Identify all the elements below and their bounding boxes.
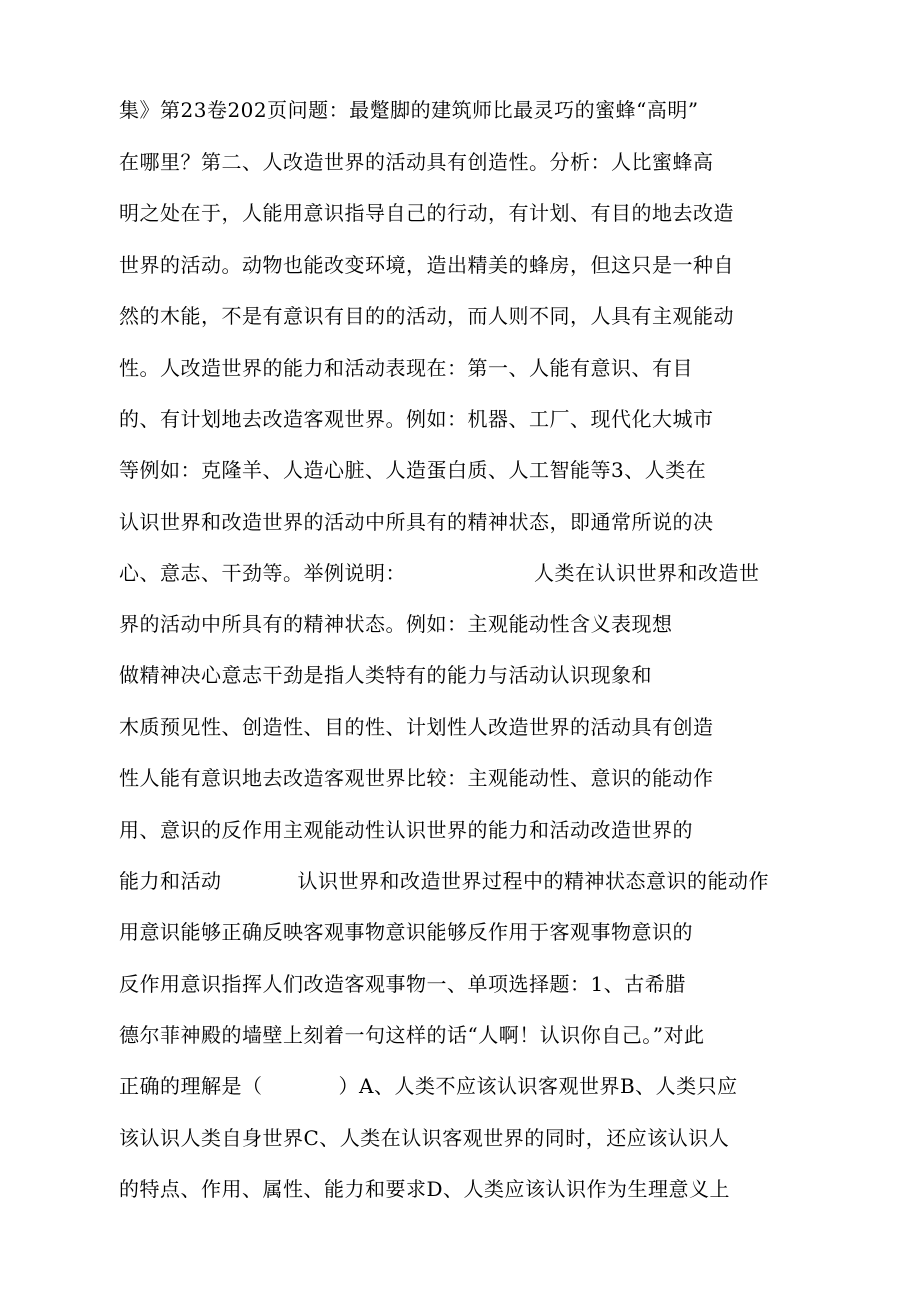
text-line <box>119 149 714 175</box>
text-segment: 集》第23卷202页问题：最蹩脚的建筑师比最灵巧的蜜蜂“高明” <box>119 98 699 122</box>
text-line <box>119 1125 729 1151</box>
text-segment: 用意识能够正确反映客观事物意识能够反作用于客观事物意识的 <box>119 920 693 944</box>
text-segment: 然的木能，不是有意识有目的的活动，而人则不同，人具有主观能动 <box>119 304 734 328</box>
text-segment: 木质预见性、创造性、目的性、计划性人改造世界的活动具有创造 <box>119 715 714 739</box>
text-segment: ）A、人类不应该认识客观世界B、人类只应 <box>338 1074 738 1098</box>
text-line <box>119 971 686 997</box>
text-line <box>119 97 699 123</box>
text-segment: 认识世界和改造世界的活动中所具有的精神状态，即通常所说的决 <box>119 510 714 534</box>
text-line <box>119 611 673 637</box>
text-segment: 能力和活动 <box>119 869 222 893</box>
text-line <box>119 355 693 381</box>
text-segment: 的特点、作用、属性、能力和要求D、人类应该认识作为生理意义上 <box>119 1177 731 1201</box>
text-segment: 人类在认识世界和改造世 <box>534 561 760 585</box>
text-line <box>119 509 714 535</box>
text-segment: 做精神决心意志干劲是指人类特有的能力与活动认识现象和 <box>119 663 652 687</box>
text-line <box>119 560 760 586</box>
text-line <box>119 200 734 226</box>
text-line <box>119 457 706 483</box>
text-line <box>119 406 714 432</box>
text-segment: 等例如：克隆羊、人造心脏、人造蛋白质、人工智能等3、人类在 <box>119 458 707 482</box>
text-line <box>119 1073 738 1099</box>
text-segment: 心、意志、干劲等。举例说明： <box>119 561 406 585</box>
text-line <box>119 1176 730 1202</box>
text-segment: 正确的理解是（ <box>119 1074 263 1098</box>
text-segment: 界的活动中所具有的精神状态。例如：主观能动性含义表现想 <box>119 612 673 636</box>
text-segment: 该认识人类自身世界C、人类在认识客观世界的同时，还应该认识人 <box>119 1126 730 1150</box>
text-line <box>119 817 693 843</box>
text-line <box>119 252 734 278</box>
text-segment: 的、有计划地去改造客观世界。例如：机器、工厂、现代化大城市 <box>119 407 714 431</box>
text-line <box>119 919 693 945</box>
text-line <box>119 662 652 688</box>
text-segment: 认识世界和改造世界过程中的精神状态意识的能动作 <box>297 869 769 893</box>
text-line <box>119 1022 704 1048</box>
text-segment: 性。人改造世界的能力和活动表现在：第一、人能有意识、有目 <box>119 356 693 380</box>
text-line <box>119 765 714 791</box>
text-line <box>119 303 734 329</box>
text-segment: 反作用意识指挥人们改造客观事物一、单项选择题：1、古希腊 <box>119 972 686 996</box>
text-segment: 世界的活动。动物也能改变环境，造出精美的蜂房，但这只是一种自 <box>119 253 734 277</box>
text-segment: 在哪里？第二、人改造世界的活动具有创造性。分析：人比蜜蜂高 <box>119 150 714 174</box>
text-line <box>119 868 769 894</box>
text-segment: 用、意识的反作用主观能动性认识世界的能力和活动改造世界的 <box>119 818 693 842</box>
text-segment: 德尔菲神殿的墙壁上刻着一句这样的话“人啊！认识你自己。”对此 <box>119 1023 705 1047</box>
text-line <box>119 714 714 740</box>
text-segment: 明之处在于，人能用意识指导自己的行动，有计划、有目的地去改造 <box>119 201 734 225</box>
text-segment: 性人能有意识地去改造客观世界比较：主观能动性、意识的能动作 <box>119 766 714 790</box>
